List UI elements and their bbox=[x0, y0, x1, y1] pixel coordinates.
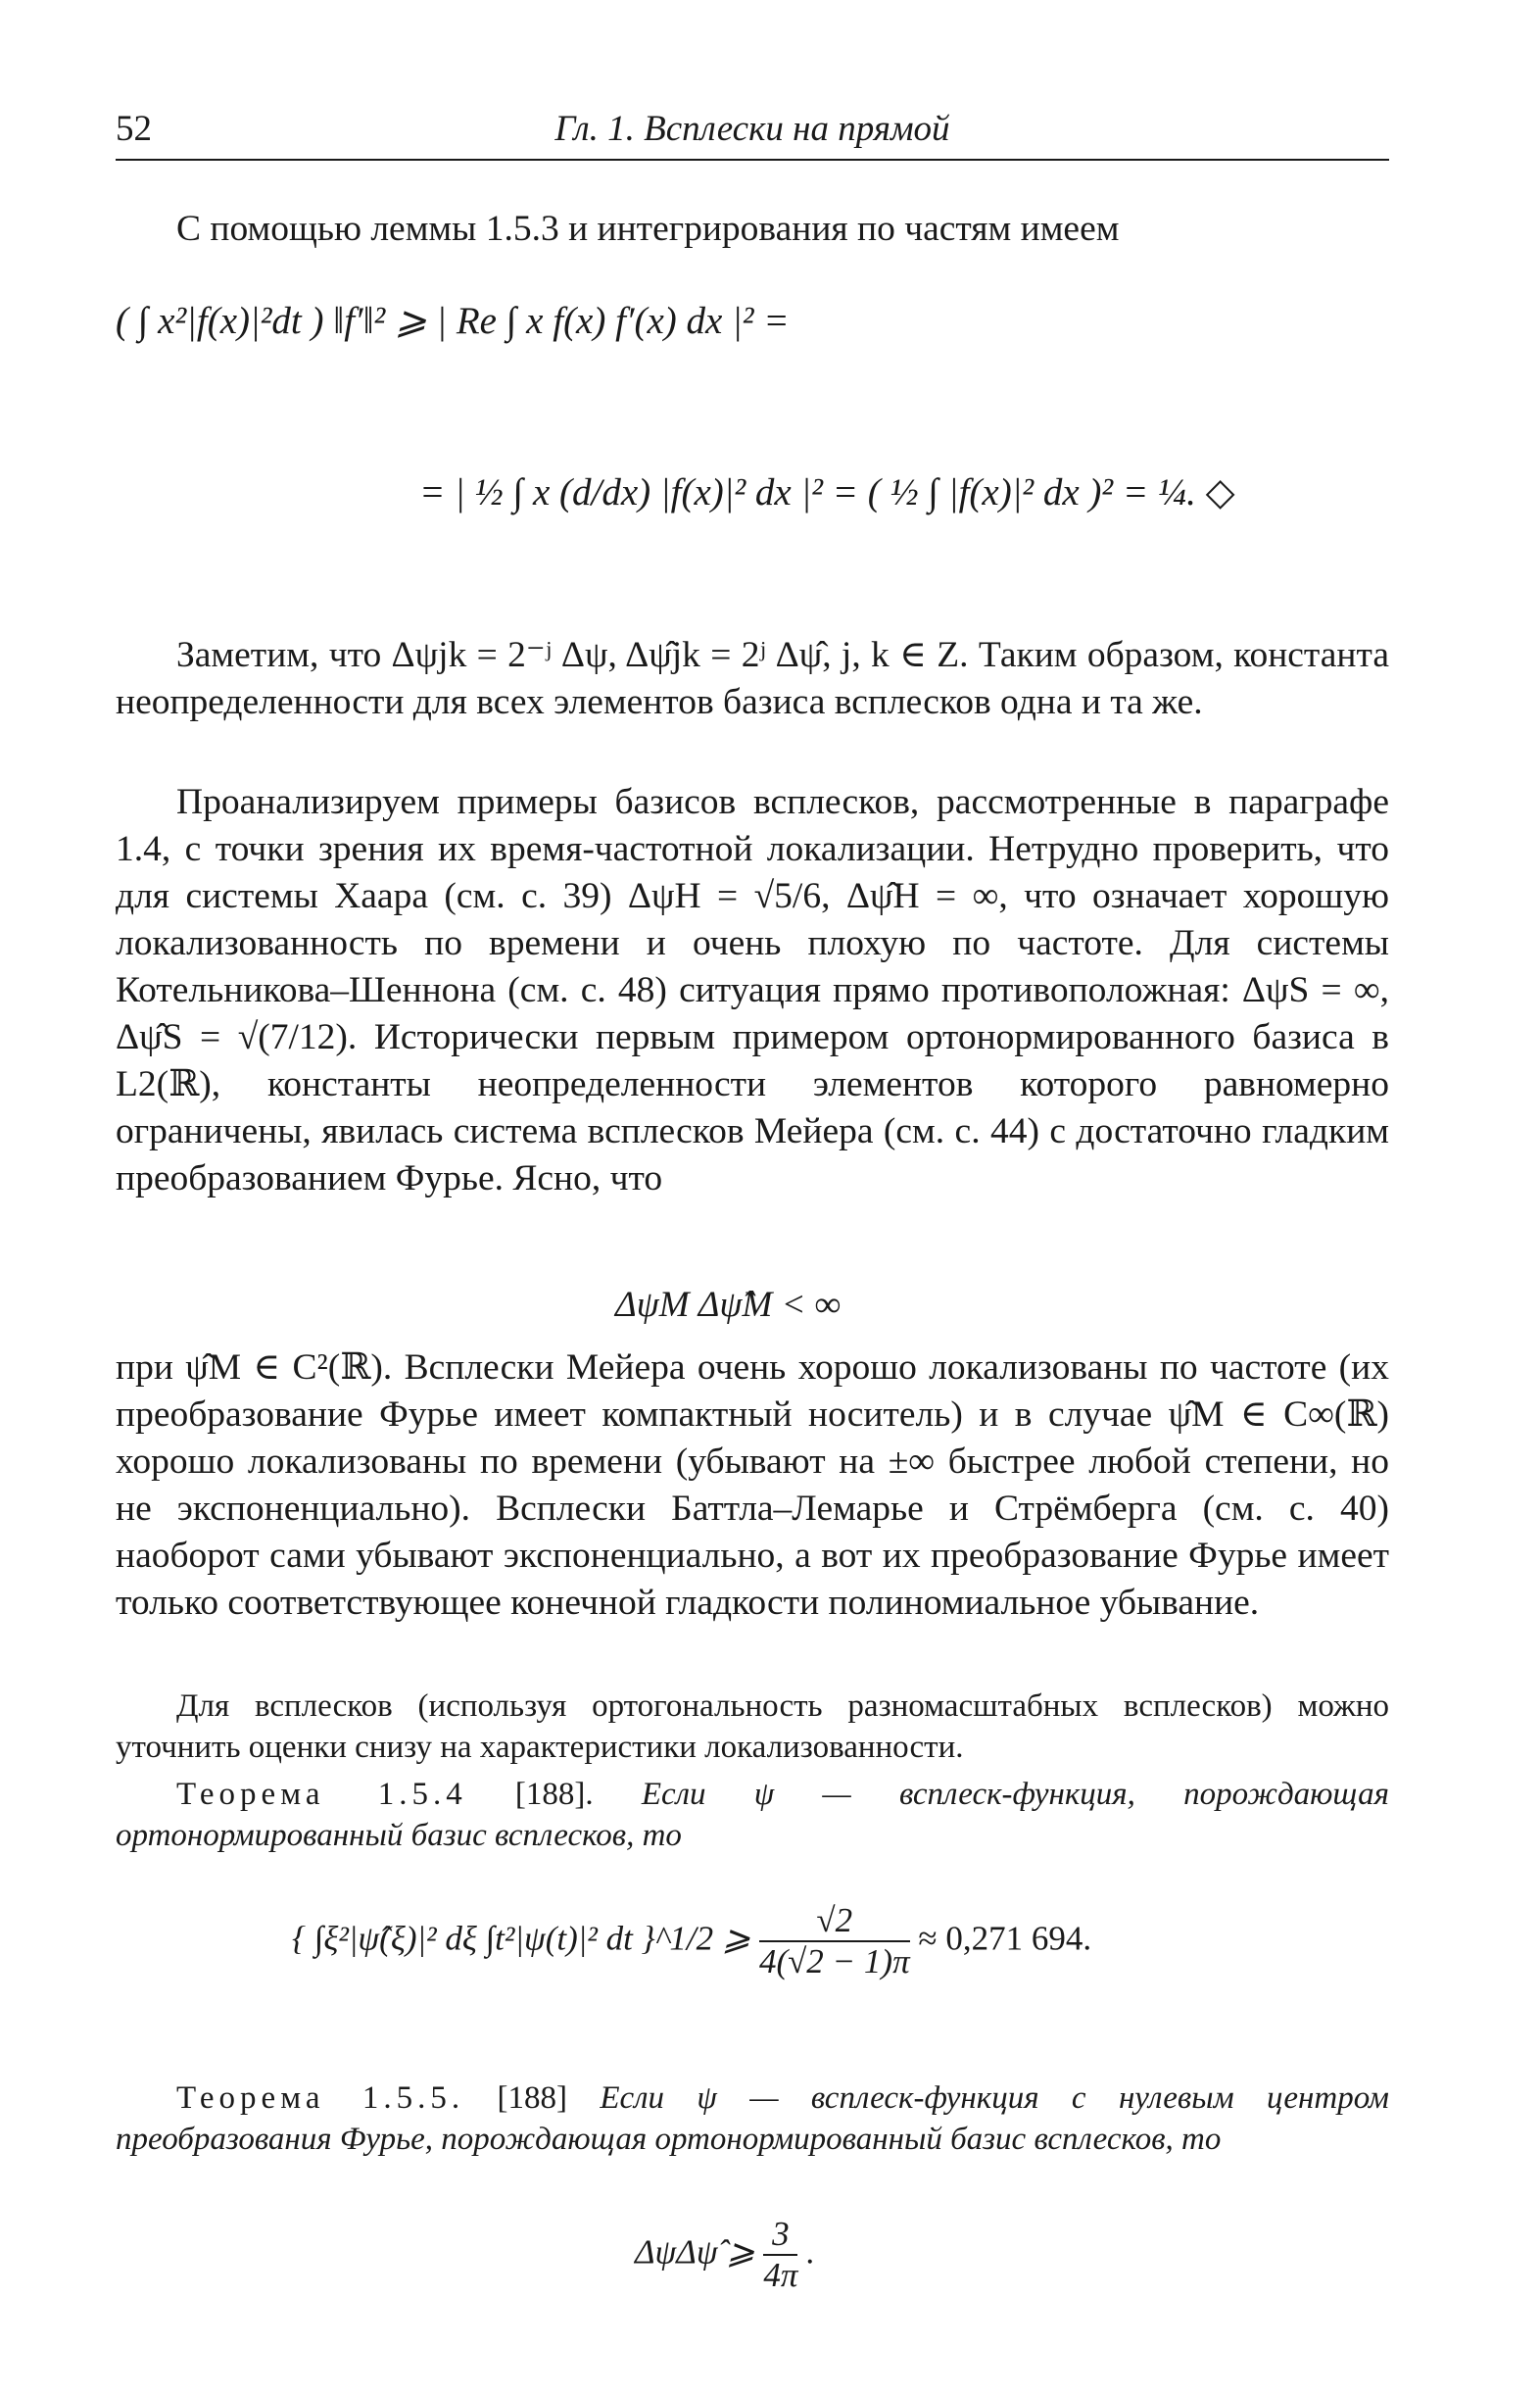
paragraph-uncertainty-note: Заметим, что Δψjk = 2⁻ʲ Δψ, Δψ̂jk = 2ʲ Δψ̂, j, k ∈ Z. Таким образом, константа неопределенности для всех элементов базиса всплесков одна и та же. bbox=[116, 635, 1389, 722]
paragraph-meyer-localization: при ψ̂M ∈ C²(ℝ). Всплески Мейера очень хорошо локализованы по частоте (их преобразование Фурье имеет компактный носитель) и в случае ψ̂M ∈ C∞(ℝ) хорошо локализованы по времени (убывают на ±∞ быстрее любой степени, но не экспоненциально). Всплески Баттла–Лемарье и Стрёмберга (см. с. 40) наоборот сами убывают экспоненциально, а вот их преобразование Фурье имеет только соответствующее конечной гладкости полиномиальное убывание. bbox=[116, 1347, 1389, 1623]
fraction-numerator: 3 bbox=[763, 2215, 797, 2256]
intro-sentence: С помощью леммы 1.5.3 и интегрирования по частям имеем bbox=[176, 209, 1120, 249]
running-header bbox=[116, 108, 1389, 157]
equation-theorem-1-5-5 bbox=[635, 2215, 815, 2296]
equation-lhs: { ∫ξ²|ψ̂(ξ)|² dξ ∫t²|ψ(t)|² dt }^1/2 ⩾ bbox=[292, 1919, 751, 1958]
fraction-denominator: 4π bbox=[763, 2256, 798, 2295]
fraction-denominator: 4(√2 − 1)π bbox=[758, 1942, 910, 1981]
equation-end: . bbox=[806, 2232, 815, 2272]
equation-inequality-line-2: = | ½ ∫ x (d/dx) |f(x)|² dx |² = ( ½ ∫ |f(x)|² dx )² = ¼. ◇ bbox=[419, 471, 1235, 513]
theorem-1-5-4 bbox=[116, 1774, 1389, 1856]
theorem-reference: [188] bbox=[497, 2080, 567, 2116]
theorem-statement: Если ψ — всплеск-функция, порождающая ортонормированный базис всплесков, то bbox=[116, 1777, 1389, 1853]
equation-theorem-1-5-4 bbox=[292, 1901, 1091, 1982]
header-rule bbox=[116, 159, 1389, 161]
paragraph-lower-bounds: Для всплесков (используя ортогональность разномасштабных всплесков) можно уточнить оценки снизу на характеристики локализованности. bbox=[116, 1688, 1389, 1765]
equation-fraction bbox=[759, 1901, 910, 1982]
paragraph-examples: Проанализируем примеры базисов всплесков, рассмотренные в параграфе 1.4, с точки зрения их время-частотной локализации. Нетрудно проверить, что для системы Хаара (см. с. 39) ΔψH = √5/6, Δψ̂H = ∞, что означает хорошую локализованность по времени и очень плохую по частоте. Для системы Котельникова–Шеннона (см. с. 48) ситуация прямо противоположная: ΔψS = ∞, Δψ̂S = √(7/12). Исторически первым примером ортонормированного базиса в L2(ℝ), константы неопределенности элементов которого равномерно ограничены, явилась система всплесков Мейера (см. с. 44) с достаточно гладким преобразованием Фурье. Ясно, что bbox=[116, 782, 1389, 1198]
theorem-reference: [188]. bbox=[514, 1777, 594, 1812]
page-number: 52 bbox=[116, 109, 152, 149]
theorem-label: Теорема 1.5.5. bbox=[176, 2080, 465, 2116]
equation-rhs: ≈ 0,271 694. bbox=[918, 1919, 1092, 1958]
theorem-statement: Если ψ — всплеск-функция с нулевым центром преобразования Фурье, порождающая ортонормированный базис всплесков, то bbox=[116, 2080, 1389, 2157]
equation-meyer-product: ΔψM Δψ̂M < ∞ bbox=[615, 1285, 842, 1325]
fraction-numerator: √2 bbox=[759, 1901, 910, 1942]
equation-inequality-line-1: ( ∫ x²|f(x)|²dt ) ‖f′‖² ⩾ | Re ∫ x f(x) f′(x) dx |² = bbox=[116, 300, 790, 342]
equation-lhs: ΔψΔψ̂ ⩾ bbox=[635, 2232, 755, 2272]
running-title: Гл. 1. Всплески на прямой bbox=[554, 109, 950, 149]
equation-fraction bbox=[763, 2215, 797, 2296]
theorem-label: Теорема 1.5.4 bbox=[176, 1777, 467, 1812]
theorem-1-5-5 bbox=[116, 2077, 1389, 2160]
